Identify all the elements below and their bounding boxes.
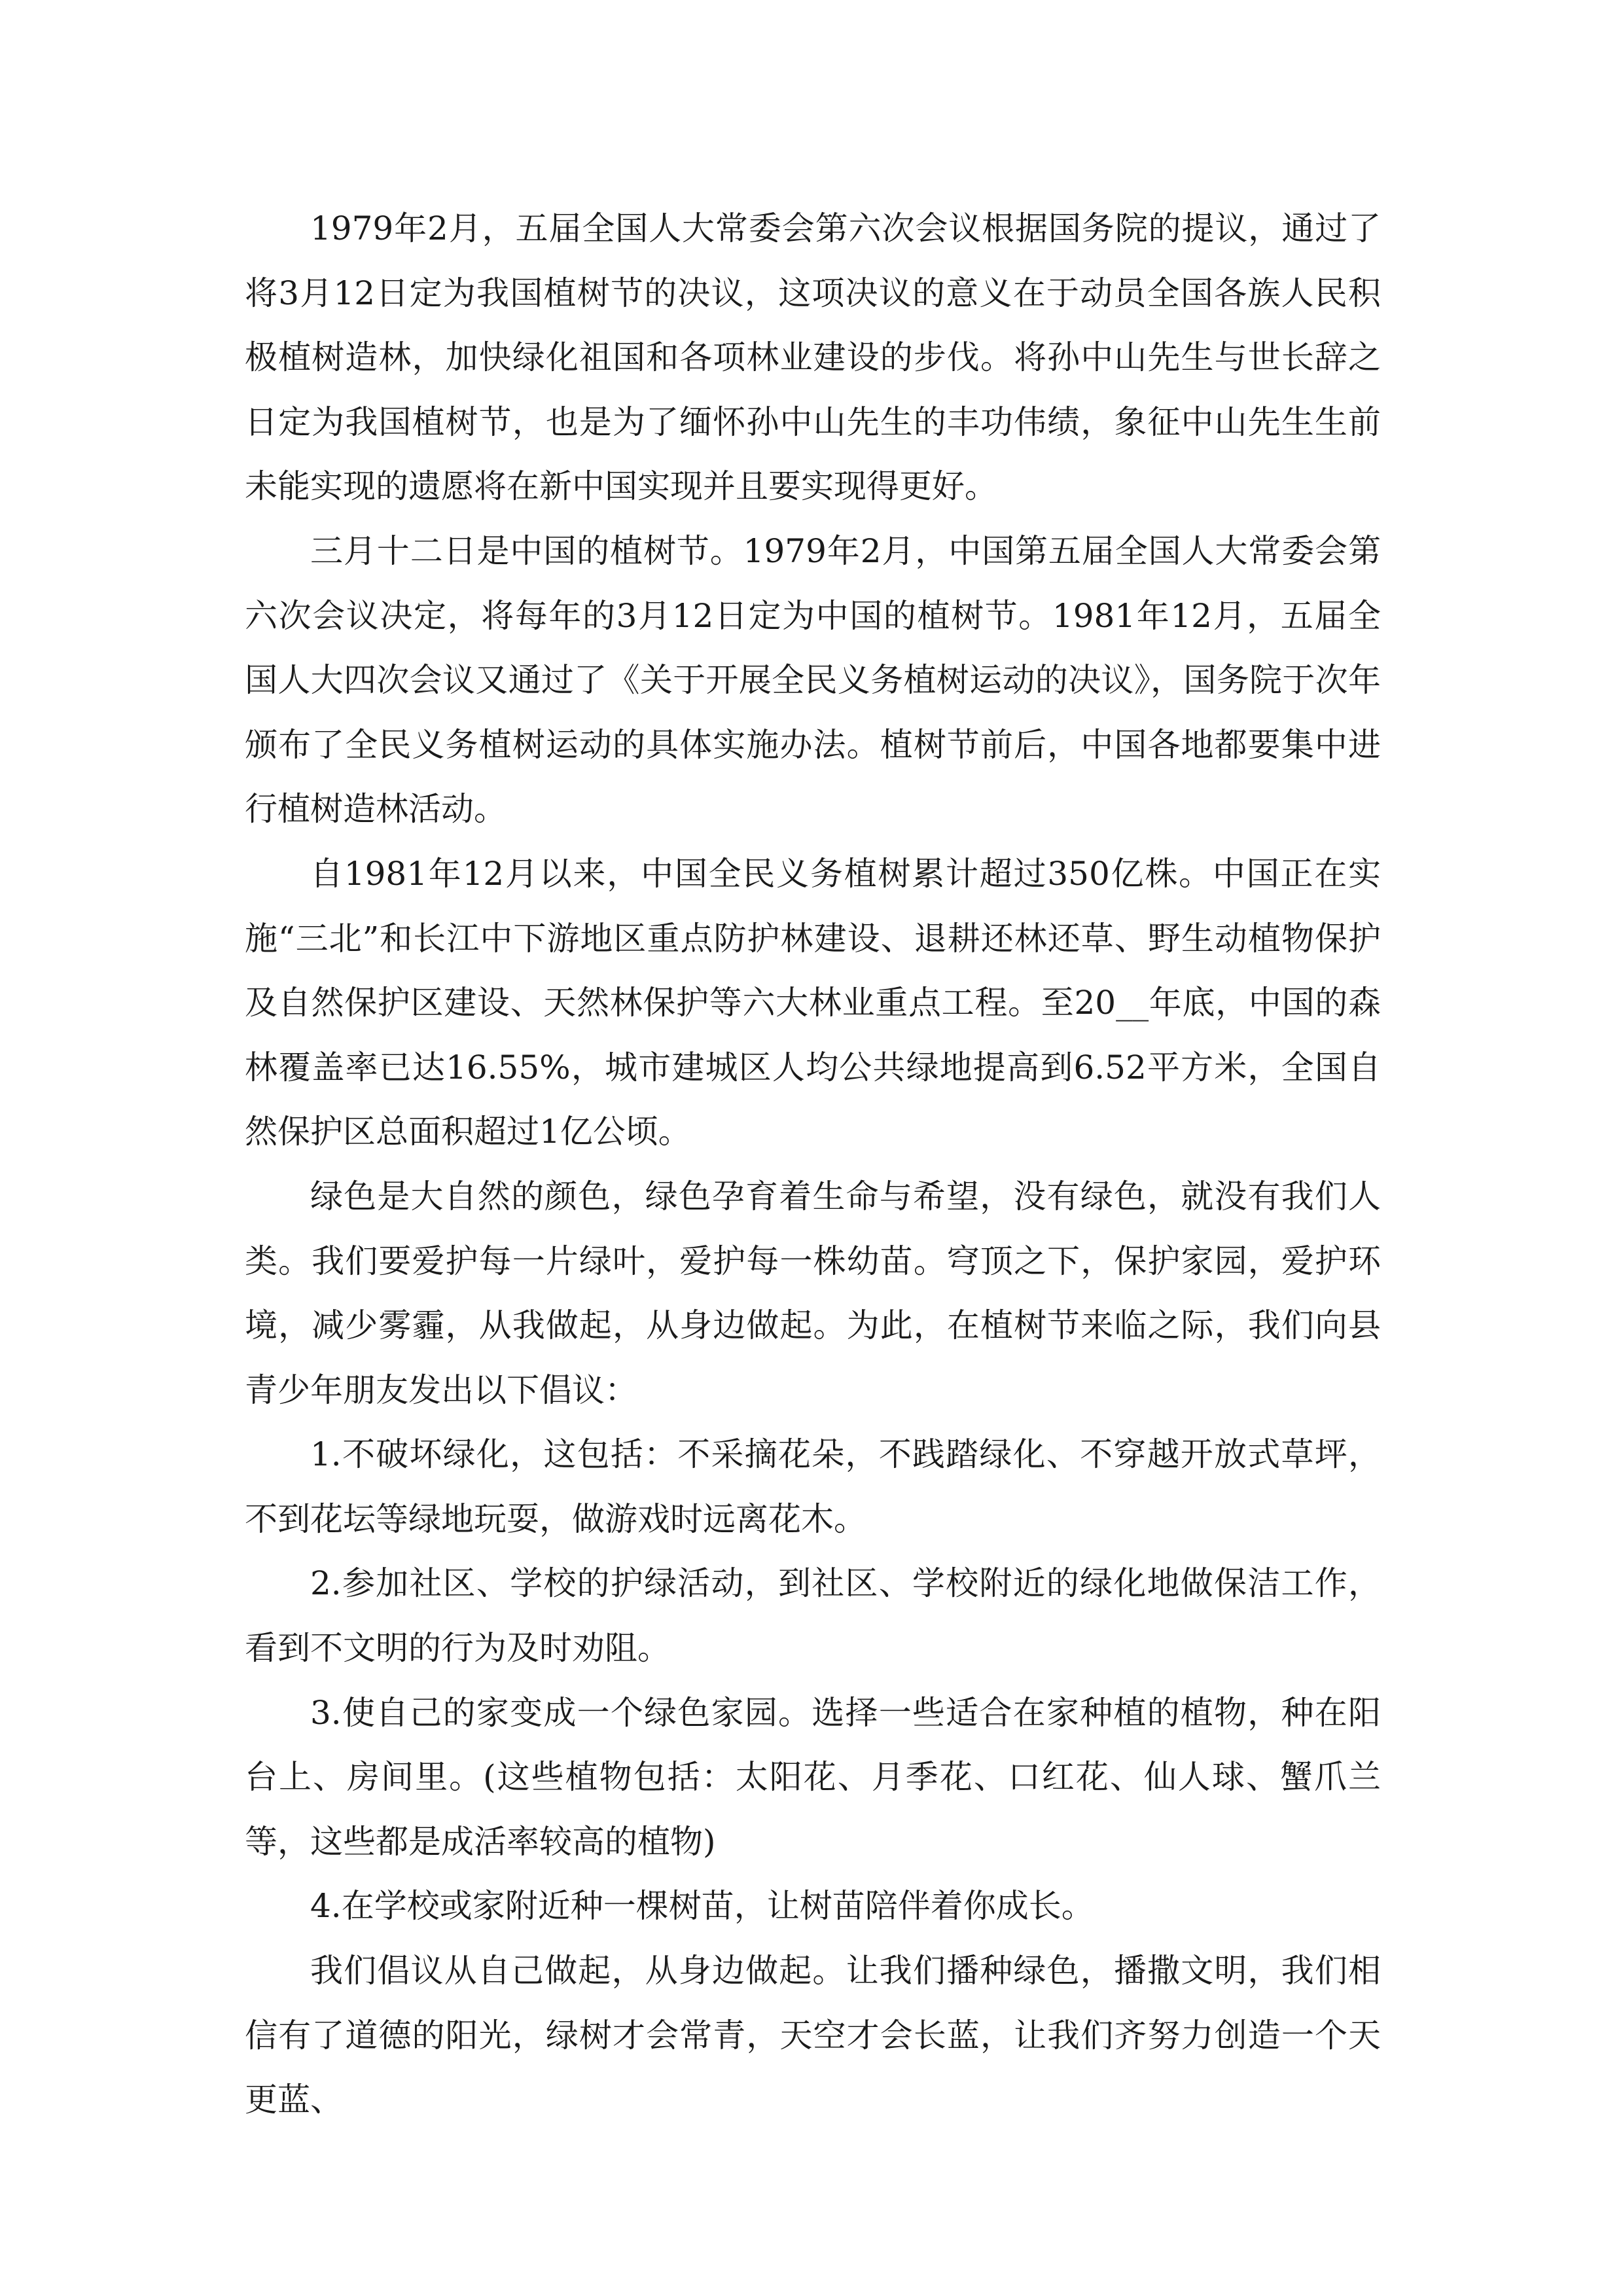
paragraph-green-appeal: 绿色是大自然的颜色，绿色孕育着生命与希望，没有绿色，就没有我们人类。我们要爱护每一片绿叶，爱护每一株幼苗。穹顶之下，保护家园，爱护环境，减少雾霾，从我做起，从身边做起。为此，在植树节来临之际，我们向县青少年朋友发出以下倡议： [245, 1177, 1381, 1409]
paragraph-proposal-1: 1.不破坏绿化，这包括：不采摘花朵，不践踏绿化、不穿越开放式草坪，不到花坛等绿地玩耍，做游戏时远离花木。 [245, 1435, 1381, 1538]
paragraph-arbor-day-history: 三月十二日是中国的植树节。1979年2月，中国第五届全国人大常委会第六次会议决定，将每年的3月12日定为中国的植树节。1981年12月，五届全国人大四次会议又通过了《关于开展全民义务植树运动的决议》，国务院于次年颁布了全民义务植树运动的具体实施办法。植树节前后，中国各地都要集中进行植树造林活动。 [245, 531, 1381, 829]
paragraph-closing: 我们倡议从自己做起，从身边做起。让我们播种绿色，播撒文明，我们相信有了道德的阳光，绿树才会常青，天空才会长蓝，让我们齐努力创造一个天更蓝、 [245, 1952, 1381, 2119]
paragraph-proposal-3: 3.使自己的家变成一个绿色家园。选择一些适合在家种植的植物，种在阳台上、房间里。(这些植物包括：太阳花、月季花、口红花、仙人球、蟹爪兰等，这些都是成活率较高的植物) [245, 1693, 1381, 1861]
paragraph-proposal-4: 4.在学校或家附近种一棵树苗，让树苗陪伴着你成长。 [310, 1887, 1094, 1926]
document-body [245, 196, 1381, 2132]
paragraph-forestry-achievements: 自1981年12月以来，中国全民义务植树累计超过350亿株。中国正在实施“三北”和长江中下游地区重点防护林建设、退耕还林还草、野生动植物保护及自然保护区建设、天然林保护等六大林业重点工程。至20__年底，中国的森林覆盖率已达16.55%，城市建城区人均公共绿地提高到6.52平方米，全国自然保护区总面积超过1亿公顷。 [245, 854, 1381, 1151]
paragraph-arbor-day-origin: 1979年2月，五届全国人大常委会第六次会议根据国务院的提议，通过了将3月12日定为我国植树节的决议，这项决议的意义在于动员全国各族人民积极植树造林，加快绿化祖国和各项林业建设的步伐。将孙中山先生与世长辞之日定为我国植树节，也是为了缅怀孙中山先生的丰功伟绩，象征中山先生生前未能实现的遗愿将在新中国实现并且要实现得更好。 [245, 209, 1381, 506]
paragraph-proposal-2: 2.参加社区、学校的护绿活动，到社区、学校附近的绿化地做保洁工作，看到不文明的行为及时劝阻。 [245, 1564, 1381, 1668]
